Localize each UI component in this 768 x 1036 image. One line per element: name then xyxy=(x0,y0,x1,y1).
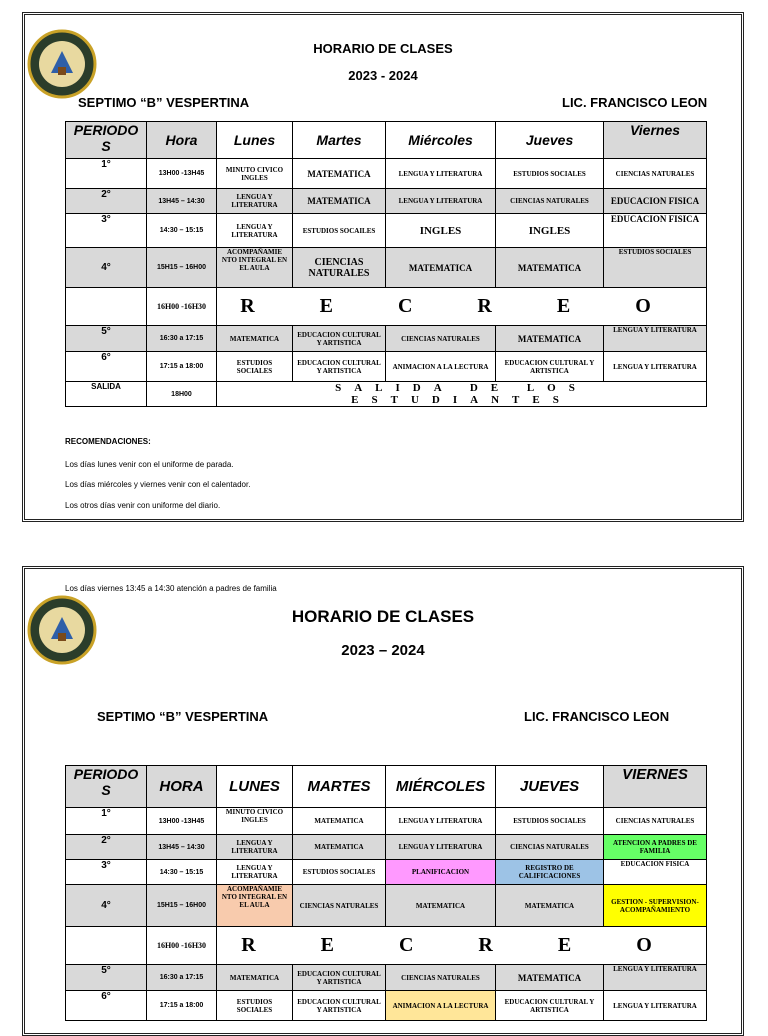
lunes-cell: LENGUA Y LITERATURA xyxy=(217,214,293,248)
miercoles-cell: CIENCIAS NATURALES xyxy=(386,965,496,991)
miercoles-cell: INGLES xyxy=(386,214,496,248)
recommendations-title: RECOMENDACIONES: xyxy=(65,437,151,446)
jueves-cell: ESTUDIOS SOCIALES xyxy=(496,159,604,189)
hora-cell: 13H45 – 14:30 xyxy=(147,835,217,860)
recommendation-line: Los otros días venir con uniforme del diario. xyxy=(65,501,221,510)
miercoles-cell: LENGUA Y LITERATURA xyxy=(386,835,496,860)
jueves-cell: MATEMATICA xyxy=(496,248,604,288)
school-year: 2023 - 2024 xyxy=(348,68,418,83)
jueves-cell: MATEMATICA xyxy=(496,326,604,352)
viernes-cell: EDUCACION FISICA xyxy=(604,189,707,214)
miercoles-cell: LENGUA Y LITERATURA xyxy=(386,808,496,835)
schedule-table xyxy=(65,765,707,1021)
periodo-cell: 2° xyxy=(66,835,147,860)
salida-text: SALIDA DE LOS ESTUDIANTES xyxy=(217,382,707,407)
martes-cell: MATEMATICA xyxy=(293,159,386,189)
table-row xyxy=(66,885,707,927)
martes-cell: EDUCACION CULTURAL Y ARTISTICA xyxy=(293,326,386,352)
table-row xyxy=(66,965,707,991)
hora-cell: 16:30 a 17:15 xyxy=(147,965,217,991)
table-row xyxy=(66,189,707,214)
empty-cell xyxy=(66,288,147,326)
recommendation-line: Los días lunes venir con el uniforme de parada. xyxy=(65,460,234,469)
martes-cell: MATEMATICA xyxy=(293,835,386,860)
periodo-cell: 5° xyxy=(66,326,147,352)
jueves-cell: INGLES xyxy=(496,214,604,248)
hora-cell: 16:30 a 17:15 xyxy=(147,326,217,352)
hora-cell: 15H15 – 16H00 xyxy=(147,885,217,927)
salida-time: 18H00 xyxy=(147,382,217,407)
lunes-cell: ESTUDIOS SOCIALES xyxy=(217,991,293,1021)
martes-cell: EDUCACION CULTURAL Y ARTISTICA xyxy=(293,991,386,1021)
table-row xyxy=(66,808,707,835)
header-viernes: VIERNES xyxy=(604,766,707,808)
viernes-cell: ATENCION A PADRES DE FAMILIA xyxy=(604,835,707,860)
table-header-row xyxy=(66,122,707,159)
martes-cell: MATEMATICA xyxy=(293,189,386,214)
schedule-page-1 xyxy=(22,12,744,522)
periodo-cell: 3° xyxy=(66,860,147,885)
jueves-cell: CIENCIAS NATURALES xyxy=(496,835,604,860)
periodo-cell: 3° xyxy=(66,214,147,248)
hora-cell: 13H00 -13H45 xyxy=(147,808,217,835)
jueves-cell: EDUCACION CULTURAL Y ARTISTICA xyxy=(496,352,604,382)
hora-cell: 17:15 a 18:00 xyxy=(147,991,217,1021)
salida-label: SALIDA xyxy=(66,382,147,407)
teacher-name: LIC. FRANCISCO LEON xyxy=(562,95,708,110)
recreo-label: R E C R E O xyxy=(217,927,707,965)
jueves-cell: ESTUDIOS SOCIALES xyxy=(496,808,604,835)
table-row xyxy=(66,248,707,288)
lunes-cell: ESTUDIOS SOCIALES xyxy=(217,352,293,382)
martes-cell: ESTUDIOS SOCAILES xyxy=(293,214,386,248)
empty-cell xyxy=(66,927,147,965)
viernes-cell: GESTION - SUPERVISION- ACOMPAÑAMIENTO xyxy=(604,885,707,927)
header-miercoles: MIÉRCOLES xyxy=(386,766,496,808)
salida-row xyxy=(66,382,707,407)
jueves-cell: EDUCACION CULTURAL Y ARTISTICA xyxy=(496,991,604,1021)
recommendation-line: Los días miércoles y viernes venir con el calentador. xyxy=(65,480,251,489)
miercoles-cell: MATEMATICA xyxy=(386,885,496,927)
table-row xyxy=(66,860,707,885)
recreo-row xyxy=(66,288,707,326)
header-lunes: Lunes xyxy=(217,122,293,159)
table-row xyxy=(66,326,707,352)
viernes-cell: LENGUA Y LITERATURA xyxy=(604,352,707,382)
viernes-cell: EDUCACION FISICA xyxy=(604,214,707,248)
recreo-row xyxy=(66,927,707,965)
hora-cell: 13H00 -13H45 xyxy=(147,159,217,189)
martes-cell: CIENCIAS NATURALES xyxy=(293,248,386,288)
table-header-row xyxy=(66,766,707,808)
table-row xyxy=(66,159,707,189)
viernes-cell: CIENCIAS NATURALES xyxy=(604,159,707,189)
periodo-cell: 5° xyxy=(66,965,147,991)
page-title: HORARIO DE CLASES xyxy=(291,607,475,626)
hora-cell: 14:30 – 15:15 xyxy=(147,214,217,248)
miercoles-cell: ANIMACION A LA LECTURA xyxy=(386,991,496,1021)
header-miercoles: Miércoles xyxy=(386,122,496,159)
periodo-cell: 4° xyxy=(66,885,147,927)
header-martes: Martes xyxy=(293,122,386,159)
periodo-cell: 2° xyxy=(66,189,147,214)
school-logo xyxy=(27,29,97,99)
martes-cell: EDUCACION CULTURAL Y ARTISTICA xyxy=(293,352,386,382)
miercoles-cell: MATEMATICA xyxy=(386,248,496,288)
lunes-cell: ACOMPAÑAMIE NTO INTEGRAL EN EL AULA xyxy=(217,885,293,927)
schedule-table xyxy=(65,121,707,407)
lunes-cell: MATEMATICA xyxy=(217,965,293,991)
grade-label: SEPTIMO “B” VESPERTINA xyxy=(78,95,250,110)
periodo-cell: 4° xyxy=(66,248,147,288)
recreo-time: 16H00 -16H30 xyxy=(147,288,217,326)
hora-cell: 14:30 – 15:15 xyxy=(147,860,217,885)
lunes-cell: LENGUA Y LITERATURA xyxy=(217,860,293,885)
lunes-cell: MINUTO CIVICO INGLES xyxy=(217,808,293,835)
martes-cell: EDUCACION CULTURAL Y ARTISTICA xyxy=(293,965,386,991)
jueves-cell: CIENCIAS NATURALES xyxy=(496,189,604,214)
martes-cell: ESTUDIOS SOCIALES xyxy=(293,860,386,885)
viernes-cell: LENGUA Y LITERATURA xyxy=(604,991,707,1021)
periodo-cell: 1° xyxy=(66,808,147,835)
teacher-name: LIC. FRANCISCO LEON xyxy=(524,709,670,724)
header-hora: HORA xyxy=(147,766,217,808)
hora-cell: 15H15 – 16H00 xyxy=(147,248,217,288)
header-hora: Hora xyxy=(147,122,217,159)
lunes-cell: LENGUA Y LITERATURA xyxy=(217,835,293,860)
periodo-cell: 6° xyxy=(66,352,147,382)
viernes-cell: LENGUA Y LITERATURA xyxy=(604,326,707,352)
viernes-cell: EDUCACION FISICA xyxy=(604,860,707,885)
jueves-cell: MATEMATICA xyxy=(496,885,604,927)
header-martes: MARTES xyxy=(293,766,386,808)
jueves-cell: REGISTRO DE CALIFICACIONES xyxy=(496,860,604,885)
header-lunes: LUNES xyxy=(217,766,293,808)
periodo-cell: 6° xyxy=(66,991,147,1021)
miercoles-cell: LENGUA Y LITERATURA xyxy=(386,159,496,189)
miercoles-cell: PLANIFICACION xyxy=(386,860,496,885)
hora-cell: 17:15 a 18:00 xyxy=(147,352,217,382)
miercoles-cell: CIENCIAS NATURALES xyxy=(386,326,496,352)
recreo-label: R E C R E O xyxy=(217,288,707,326)
viernes-cell: ESTUDIOS SOCIALES xyxy=(604,248,707,288)
lunes-cell: MINUTO CIVICO INGLES xyxy=(217,159,293,189)
lunes-cell: LENGUA Y LITERATURA xyxy=(217,189,293,214)
lunes-cell: ACOMPAÑAMIE NTO INTEGRAL EN EL AULA xyxy=(217,248,293,288)
viernes-cell: LENGUA Y LITERATURA xyxy=(604,965,707,991)
school-year: 2023 – 2024 xyxy=(341,642,425,659)
parents-note: Los días viernes 13:45 a 14:30 atención a padres de familia xyxy=(65,584,277,593)
viernes-cell: CIENCIAS NATURALES xyxy=(604,808,707,835)
jueves-cell: MATEMATICA xyxy=(496,965,604,991)
recreo-time: 16H00 -16H30 xyxy=(147,927,217,965)
page-title: HORARIO DE CLASES xyxy=(313,41,453,56)
header-periodo: PERIODO S xyxy=(66,122,147,159)
header-jueves: JUEVES xyxy=(496,766,604,808)
header-viernes: Viernes xyxy=(604,122,707,159)
martes-cell: CIENCIAS NATURALES xyxy=(293,885,386,927)
table-row xyxy=(66,991,707,1021)
lunes-cell: MATEMATICA xyxy=(217,326,293,352)
martes-cell: MATEMATICA xyxy=(293,808,386,835)
table-row xyxy=(66,214,707,248)
miercoles-cell: ANIMACION A LA LECTURA xyxy=(386,352,496,382)
table-row xyxy=(66,352,707,382)
header-periodo: PERIODO S xyxy=(66,766,147,808)
schedule-page-2 xyxy=(22,566,744,1036)
header-jueves: Jueves xyxy=(496,122,604,159)
periodo-cell: 1° xyxy=(66,159,147,189)
hora-cell: 13H45 – 14:30 xyxy=(147,189,217,214)
miercoles-cell: LENGUA Y LITERATURA xyxy=(386,189,496,214)
grade-label: SEPTIMO “B” VESPERTINA xyxy=(97,709,269,724)
table-row xyxy=(66,835,707,860)
